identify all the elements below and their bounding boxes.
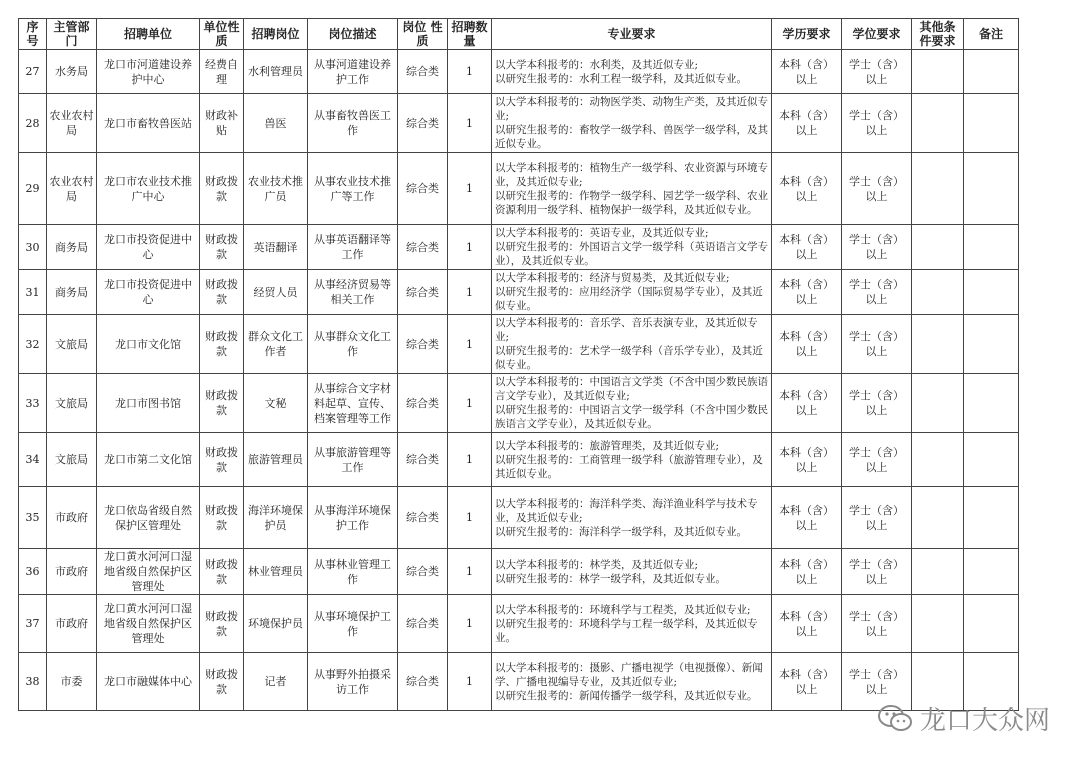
seq-cell: 28 <box>19 94 47 153</box>
major-requirement-line: 以大学本科报考的：动物医学类、动物生产类，及其近似专业; <box>495 96 768 122</box>
col-dept: 主管部门 <box>47 19 97 50</box>
major-requirement-line: 以大学本科报考的：中国语言文学类（不含中国少数民族语言文学专业），及其近似专业; <box>495 376 768 402</box>
post-cell: 群众文化工作者 <box>244 315 308 374</box>
remark-cell <box>964 50 1019 94</box>
unit-cell: 龙口市融媒体中心 <box>97 653 200 711</box>
col-post: 招聘岗位 <box>244 19 308 50</box>
major-requirement-line: 以大学本科报考的：经济与贸易类，及其近似专业; <box>495 272 730 284</box>
post-type-cell: 综合类 <box>398 94 448 153</box>
other-cell <box>912 433 964 487</box>
major-requirement-line: 以研究生报考的：外国语言文学一级学科（英语语言文学专业），及其近似专业。 <box>495 241 768 267</box>
watermark-text: 龙口大众网 <box>919 706 1050 736</box>
edu-cell: 本科（含）以上 <box>772 270 842 315</box>
degree-cell: 学士（含）以上 <box>842 50 912 94</box>
post-type-cell: 综合类 <box>398 595 448 653</box>
degree-cell: 学士（含）以上 <box>842 487 912 549</box>
col-count: 招聘数量 <box>448 19 492 50</box>
other-cell <box>912 374 964 433</box>
table-row <box>19 487 1019 549</box>
dept-cell: 市委 <box>47 653 97 711</box>
count-cell: 1 <box>448 50 492 94</box>
major-requirement-line: 以大学本科报考的：旅游管理类，及其近似专业; <box>495 439 720 452</box>
col-unit: 招聘单位 <box>97 19 200 50</box>
unit-type-cell: 财政拨款 <box>200 653 244 711</box>
col-unit-type: 单位性质 <box>200 19 244 50</box>
post-cell: 海洋环境保护员 <box>244 487 308 549</box>
post-type-cell: 综合类 <box>398 315 448 374</box>
unit-cell: 龙口市畜牧兽医站 <box>97 94 200 153</box>
table-row <box>19 653 1019 711</box>
dept-cell: 商务局 <box>47 270 97 315</box>
col-major: 专业要求 <box>492 19 772 50</box>
header-row <box>19 19 1019 50</box>
unit-cell: 龙口市农业技术推广中心 <box>97 153 200 225</box>
major-requirement-line: 以大学本科报考的：海洋科学类、海洋渔业科学与技术专业，及其近似专业; <box>495 497 758 524</box>
table-row <box>19 94 1019 153</box>
major-requirement-line: 以研究生报考的：艺术学一级学科（音乐学专业），及其近似专业。 <box>495 345 763 371</box>
major-requirement-line: 以大学本科报考的：摄影、广播电视学（电视摄像）、新闻学、广播电视编导专业，及其近似专业; <box>495 661 763 688</box>
count-cell: 1 <box>448 225 492 270</box>
other-cell <box>912 94 964 153</box>
major-requirement-line: 以大学本科报考的：林学类，及其近似专业; <box>495 558 699 571</box>
edu-cell: 本科（含）以上 <box>772 315 842 374</box>
unit-type-cell: 财政补贴 <box>200 94 244 153</box>
unit-cell: 龙口市文化馆 <box>97 315 200 374</box>
other-cell <box>912 595 964 653</box>
remark-cell <box>964 153 1019 225</box>
unit-cell: 龙口黄水河河口湿地省级自然保护区管理处 <box>97 595 200 653</box>
post-cell: 经贸人员 <box>244 270 308 315</box>
post-type-cell: 综合类 <box>398 653 448 711</box>
major-requirement-line: 以大学本科报考的：植物生产一级学科、农业资源与环境专业，及其近似专业; <box>495 161 768 188</box>
watermark <box>878 700 1050 737</box>
major-cell <box>492 433 772 487</box>
edu-cell: 本科（含）以上 <box>772 225 842 270</box>
remark-cell <box>964 549 1019 595</box>
major-requirement-line: 以大学本科报考的：音乐学、音乐表演专业，及其近似专业; <box>495 317 758 343</box>
unit-cell: 龙口市投资促进中心 <box>97 270 200 315</box>
remark-cell <box>964 315 1019 374</box>
post-desc-cell: 从事海洋环境保护工作 <box>308 487 398 549</box>
count-cell: 1 <box>448 153 492 225</box>
edu-cell: 本科（含）以上 <box>772 94 842 153</box>
unit-type-cell: 财政拨款 <box>200 549 244 595</box>
remark-cell <box>964 270 1019 315</box>
count-cell: 1 <box>448 595 492 653</box>
unit-type-cell: 财政拨款 <box>200 595 244 653</box>
remark-cell <box>964 433 1019 487</box>
degree-cell: 学士（含）以上 <box>842 270 912 315</box>
major-requirement-line: 以研究生报考的：畜牧学一级学科、兽医学一级学科，及其近似专业。 <box>495 124 768 150</box>
post-desc-cell: 从事畜牧兽医工作 <box>308 94 398 153</box>
seq-cell: 34 <box>19 433 47 487</box>
count-cell: 1 <box>448 94 492 153</box>
edu-cell: 本科（含）以上 <box>772 50 842 94</box>
other-cell <box>912 487 964 549</box>
count-cell: 1 <box>448 549 492 595</box>
degree-cell: 学士（含）以上 <box>842 225 912 270</box>
col-post-type: 岗位 性质 <box>398 19 448 50</box>
post-type-cell: 综合类 <box>398 270 448 315</box>
count-cell: 1 <box>448 315 492 374</box>
post-desc-cell: 从事河道建设养护工作 <box>308 50 398 94</box>
unit-type-cell: 财政拨款 <box>200 487 244 549</box>
major-cell <box>492 50 772 94</box>
col-seq: 序号 <box>19 19 47 50</box>
major-cell <box>492 270 772 315</box>
seq-cell: 35 <box>19 487 47 549</box>
unit-type-cell: 财政拨款 <box>200 153 244 225</box>
seq-cell: 27 <box>19 50 47 94</box>
major-requirement-line: 以研究生报考的：新闻传播学一级学科，及其近似专业。 <box>495 689 758 702</box>
col-degree: 学位要求 <box>842 19 912 50</box>
dept-cell: 市政府 <box>47 487 97 549</box>
post-type-cell: 综合类 <box>398 433 448 487</box>
wechat-icon <box>878 704 912 734</box>
count-cell: 1 <box>448 433 492 487</box>
major-requirement-line: 以研究生报考的：林学一级学科，及其近似专业。 <box>495 572 726 585</box>
degree-cell: 学士（含）以上 <box>842 374 912 433</box>
post-desc-cell: 从事经济贸易等相关工作 <box>308 270 398 315</box>
post-type-cell: 综合类 <box>398 225 448 270</box>
post-cell: 农业技术推广员 <box>244 153 308 225</box>
unit-cell: 龙口依岛省级自然保护区管理处 <box>97 487 200 549</box>
unit-type-cell: 财政拨款 <box>200 433 244 487</box>
unit-cell: 龙口市投资促进中心 <box>97 225 200 270</box>
post-desc-cell: 从事野外拍摄采访工作 <box>308 653 398 711</box>
table-row <box>19 374 1019 433</box>
post-type-cell: 综合类 <box>398 487 448 549</box>
edu-cell: 本科（含）以上 <box>772 433 842 487</box>
major-cell <box>492 374 772 433</box>
post-type-cell: 综合类 <box>398 549 448 595</box>
col-other: 其他条件要求 <box>912 19 964 50</box>
dept-cell: 市政府 <box>47 549 97 595</box>
degree-cell: 学士（含）以上 <box>842 94 912 153</box>
post-desc-cell: 从事农业技术推广等工作 <box>308 153 398 225</box>
table-row <box>19 270 1019 315</box>
post-type-cell: 综合类 <box>398 50 448 94</box>
remark-cell <box>964 94 1019 153</box>
edu-cell: 本科（含）以上 <box>772 653 842 711</box>
seq-cell: 37 <box>19 595 47 653</box>
count-cell: 1 <box>448 487 492 549</box>
remark-cell <box>964 487 1019 549</box>
post-cell: 英语翻译 <box>244 225 308 270</box>
major-requirement-line: 以研究生报考的：海洋科学一级学科，及其近似专业。 <box>495 525 747 538</box>
major-cell <box>492 487 772 549</box>
seq-cell: 31 <box>19 270 47 315</box>
major-requirement-line: 以研究生报考的：环境科学与工程一级学科，及其近似专业。 <box>495 617 758 644</box>
dept-cell: 文旅局 <box>47 374 97 433</box>
seq-cell: 33 <box>19 374 47 433</box>
edu-cell: 本科（含）以上 <box>772 595 842 653</box>
major-cell <box>492 549 772 595</box>
other-cell <box>912 270 964 315</box>
remark-cell <box>964 374 1019 433</box>
unit-type-cell: 财政拨款 <box>200 225 244 270</box>
post-desc-cell: 从事英语翻译等工作 <box>308 225 398 270</box>
col-edu: 学历要求 <box>772 19 842 50</box>
major-cell <box>492 595 772 653</box>
seq-cell: 36 <box>19 549 47 595</box>
post-desc-cell: 从事综合文字材料起草、宣传、档案管理等工作 <box>308 374 398 433</box>
recruitment-sheet <box>18 18 1019 711</box>
dept-cell: 市政府 <box>47 595 97 653</box>
edu-cell: 本科（含）以上 <box>772 153 842 225</box>
table-body <box>19 50 1019 711</box>
post-desc-cell: 从事群众文化工作 <box>308 315 398 374</box>
table-row <box>19 153 1019 225</box>
table-row <box>19 225 1019 270</box>
degree-cell: 学士（含）以上 <box>842 153 912 225</box>
post-cell: 旅游管理员 <box>244 433 308 487</box>
seq-cell: 29 <box>19 153 47 225</box>
other-cell <box>912 315 964 374</box>
col-post-desc: 岗位描述 <box>308 19 398 50</box>
post-desc-cell: 从事环境保护工作 <box>308 595 398 653</box>
unit-type-cell: 财政拨款 <box>200 374 244 433</box>
table-row <box>19 595 1019 653</box>
remark-cell <box>964 225 1019 270</box>
major-requirement-line: 以研究生报考的：中国语言文学一级学科（不含中国少数民族语言文学专业），及其近似专业。 <box>495 404 768 430</box>
post-desc-cell: 从事林业管理工作 <box>308 549 398 595</box>
degree-cell: 学士（含）以上 <box>842 433 912 487</box>
major-requirement-line: 以研究生报考的：作物学一级学科、园艺学一级学科、农业资源利用一级学科、植物保护一级学科，及其近似专业。 <box>495 189 768 216</box>
post-desc-cell: 从事旅游管理等工作 <box>308 433 398 487</box>
major-requirement-line: 以研究生报考的：工商管理一级学科（旅游管理专业），及其近似专业。 <box>495 453 763 480</box>
dept-cell: 农业农村局 <box>47 153 97 225</box>
other-cell <box>912 50 964 94</box>
unit-cell: 龙口黄水河河口湿地省级自然保护区管理处 <box>97 549 200 595</box>
major-cell <box>492 225 772 270</box>
post-cell: 兽医 <box>244 94 308 153</box>
post-cell: 林业管理员 <box>244 549 308 595</box>
dept-cell: 农业农村局 <box>47 94 97 153</box>
degree-cell: 学士（含）以上 <box>842 595 912 653</box>
major-cell <box>492 653 772 711</box>
seq-cell: 38 <box>19 653 47 711</box>
dept-cell: 文旅局 <box>47 315 97 374</box>
major-cell <box>492 315 772 374</box>
major-cell <box>492 153 772 225</box>
post-type-cell: 综合类 <box>398 374 448 433</box>
dept-cell: 水务局 <box>47 50 97 94</box>
other-cell <box>912 225 964 270</box>
post-type-cell: 综合类 <box>398 153 448 225</box>
table-row <box>19 433 1019 487</box>
degree-cell: 学士（含）以上 <box>842 315 912 374</box>
post-cell: 环境保护员 <box>244 595 308 653</box>
edu-cell: 本科（含）以上 <box>772 374 842 433</box>
other-cell <box>912 153 964 225</box>
post-cell: 水利管理员 <box>244 50 308 94</box>
major-requirement-line: 以大学本科报考的：英语专业，及其近似专业; <box>495 227 709 239</box>
unit-type-cell: 财政拨款 <box>200 315 244 374</box>
unit-cell: 龙口市第二文化馆 <box>97 433 200 487</box>
count-cell: 1 <box>448 270 492 315</box>
major-cell <box>492 94 772 153</box>
major-requirement-line: 以研究生报考的：水利工程一级学科，及其近似专业。 <box>495 72 747 85</box>
recruitment-table <box>18 18 1019 711</box>
edu-cell: 本科（含）以上 <box>772 487 842 549</box>
post-cell: 文秘 <box>244 374 308 433</box>
major-requirement-line: 以大学本科报考的：环境科学与工程类，及其近似专业; <box>495 603 751 616</box>
degree-cell: 学士（含）以上 <box>842 653 912 711</box>
major-requirement-line: 以研究生报考的：应用经济学（国际贸易学专业），及其近似专业。 <box>495 286 763 312</box>
seq-cell: 30 <box>19 225 47 270</box>
col-remark: 备注 <box>964 19 1019 50</box>
table-row <box>19 315 1019 374</box>
other-cell <box>912 549 964 595</box>
count-cell: 1 <box>448 374 492 433</box>
table-row <box>19 50 1019 94</box>
count-cell: 1 <box>448 653 492 711</box>
edu-cell: 本科（含）以上 <box>772 549 842 595</box>
table-row <box>19 549 1019 595</box>
degree-cell: 学士（含）以上 <box>842 549 912 595</box>
dept-cell: 文旅局 <box>47 433 97 487</box>
post-cell: 记者 <box>244 653 308 711</box>
remark-cell <box>964 595 1019 653</box>
seq-cell: 32 <box>19 315 47 374</box>
major-requirement-line: 以大学本科报考的：水利类，及其近似专业; <box>495 58 699 71</box>
dept-cell: 商务局 <box>47 225 97 270</box>
unit-type-cell: 经费自理 <box>200 50 244 94</box>
unit-type-cell: 财政拨款 <box>200 270 244 315</box>
unit-cell: 龙口市河道建设养护中心 <box>97 50 200 94</box>
unit-cell: 龙口市图书馆 <box>97 374 200 433</box>
